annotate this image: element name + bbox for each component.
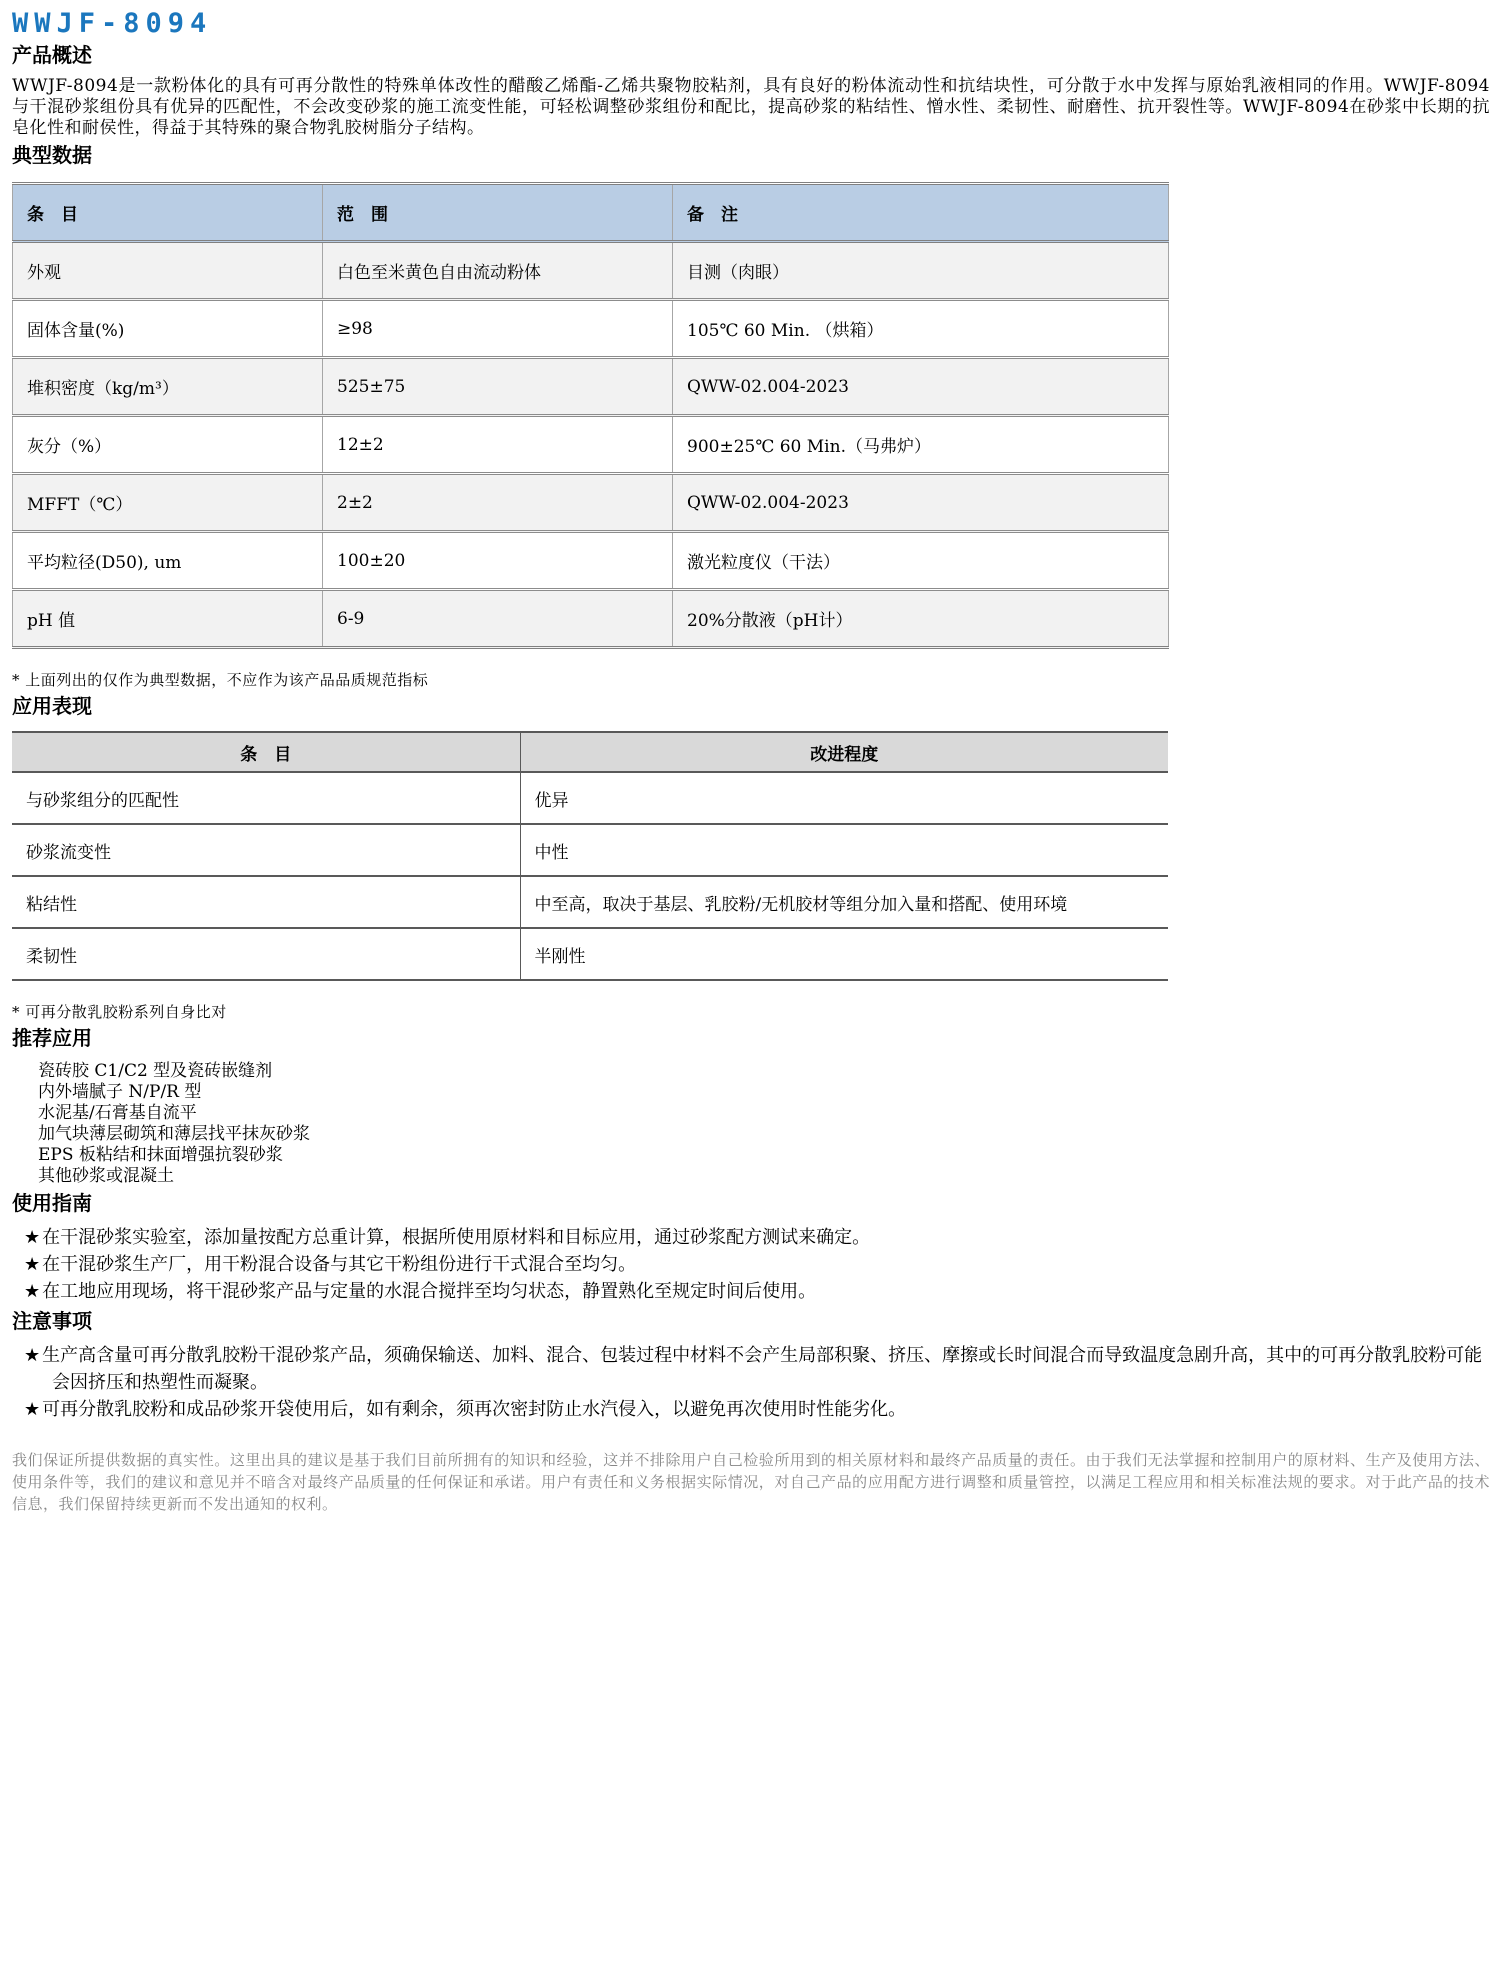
typical-data-row xyxy=(13,532,1169,590)
recommended-list xyxy=(12,1061,1490,1187)
typical-data-cell-range: 6-9 xyxy=(323,590,673,648)
typical-data-cell-range: ≥98 xyxy=(323,300,673,358)
application-row xyxy=(12,772,1168,824)
typical-data-cell-remark: QWW-02.004-2023 xyxy=(673,358,1169,416)
application-footnote: * 可再分散乳胶粉系列自身比对 xyxy=(12,1003,227,1021)
typical-data-cell-item: MFFT（℃） xyxy=(13,474,323,532)
application-cell-improvement: 优异 xyxy=(520,772,1168,824)
application-row xyxy=(12,876,1168,928)
application-row xyxy=(12,824,1168,876)
typical-data-cell-remark: 激光粒度仪（干法） xyxy=(673,532,1169,590)
typical-data-cell-range: 100±20 xyxy=(323,532,673,590)
typical-data-table xyxy=(12,182,1169,649)
section-heading-precautions: 注意事项 xyxy=(12,1309,92,1333)
usage-bullet xyxy=(12,1224,1490,1251)
usage-bullet-text: 在干混砂浆实验室，添加量按配方总重计算，根据所使用原材料和目标应用，通过砂浆配方测试来确定。 xyxy=(42,1227,871,1248)
typical-data-cell-item: 平均粒径(D50), um xyxy=(13,532,323,590)
overview-paragraph: WWJF-8094是一款粉体化的具有可再分散性的特殊单体改性的醋酸乙烯酯-乙烯共聚物胶粘剂，具有良好的粉体流动性和抗结块性，可分散于水中发挥与原始乳液相同的作用。WWJF-8094与干混砂浆组份具有优异的匹配性，不会改变砂浆的施工流变性能，可轻松调整砂浆组份和配比，提高砂浆的粘结性、憎水性、柔韧性、耐磨性、抗开裂性等。WWJF-8094在砂浆中长期的抗皂化性和耐侯性，得益于其特殊的聚合物乳胶树脂分子结构。 xyxy=(12,76,1490,138)
typical-data-footnote: * 上面列出的仅作为典型数据，不应作为该产品品质规范指标 xyxy=(12,671,429,689)
application-cell-item: 砂浆流变性 xyxy=(12,824,520,876)
typical-data-row xyxy=(13,300,1169,358)
disclaimer-text: 我们保证所提供数据的真实性。这里出具的建议是基于我们目前所拥有的知识和经验，这并不排除用户自己检验所用到的相关原材料和最终产品质量的责任。由于我们无法掌握和控制用户的原材料、生产及使用方法、使用条件等，我们的建议和意见并不暗含对最终产品质量的任何保证和承诺。用户有责任和义务根据实际情况，对自己产品的应用配方进行调整和质量管控，以满足工程应用和相关标准法规的要求。对于此产品的技术信息，我们保留持续更新而不发出通知的权利。 xyxy=(12,1451,1490,1513)
precaution-bullet-text: 可再分散乳胶粉和成品砂浆开袋使用后，如有剩余，须再次密封防止水汽侵入，以避免再次使用时性能劣化。 xyxy=(42,1399,907,1420)
typical-data-cell-remark: 105℃ 60 Min. （烘箱） xyxy=(673,300,1169,358)
typical-data-row xyxy=(13,416,1169,474)
recommended-list-item: 水泥基/石膏基自流平 xyxy=(38,1103,197,1123)
star-bullet-icon: ★ xyxy=(24,1345,41,1366)
typical-data-cell-item: 灰分（%） xyxy=(13,416,323,474)
application-cell-improvement: 中至高，取决于基层、乳胶粉/无机胶材等组分加入量和搭配、使用环境 xyxy=(520,876,1168,928)
recommended-list-item: 内外墙腻子 N/P/R 型 xyxy=(38,1082,202,1102)
typical-data-cell-item: 堆积密度（kg/m³） xyxy=(13,358,323,416)
star-bullet-icon: ★ xyxy=(24,1254,41,1275)
section-heading-typical-data: 典型数据 xyxy=(12,143,92,167)
recommended-list-item: 加气块薄层砌筑和薄层找平抹灰砂浆 xyxy=(38,1124,310,1144)
typical-data-cell-range: 2±2 xyxy=(323,474,673,532)
recommended-list-item: EPS 板粘结和抹面增强抗裂砂浆 xyxy=(38,1145,283,1165)
typical-data-cell-remark: QWW-02.004-2023 xyxy=(673,474,1169,532)
application-cell-item: 柔韧性 xyxy=(26,946,77,967)
typical-data-cell-item: 外观 xyxy=(13,242,323,300)
application-header-cell: 改进程度 xyxy=(520,732,1168,772)
application-table xyxy=(12,731,1168,981)
typical-data-cell-range: 白色至米黄色自由流动粉体 xyxy=(323,242,673,300)
application-cell-item: 与砂浆组分的匹配性 xyxy=(12,772,520,824)
usage-bullet-text: 在工地应用现场，将干混砂浆产品与定量的水混合搅拌至均匀状态，静置熟化至规定时间后使用。 xyxy=(42,1281,817,1302)
typical-data-row xyxy=(13,590,1169,648)
typical-data-cell-remark: 目测（肉眼） xyxy=(673,242,1169,300)
typical-data-header-cell: 范 围 xyxy=(323,184,673,242)
application-cell-item: 粘结性 xyxy=(12,876,520,928)
precaution-bullet xyxy=(12,1342,1490,1396)
application-row xyxy=(12,928,1168,980)
section-heading-usage: 使用指南 xyxy=(12,1191,92,1215)
typical-data-header-row xyxy=(13,184,1169,242)
typical-data-header-cell: 备 注 xyxy=(673,184,1169,242)
typical-data-cell-remark: 20%分散液（pH计） xyxy=(673,590,1169,648)
precaution-bullet xyxy=(12,1396,1490,1423)
recommended-list-item: 其他砂浆或混凝土 xyxy=(38,1166,174,1186)
section-heading-overview: 产品概述 xyxy=(12,43,92,67)
typical-data-row xyxy=(13,474,1169,532)
typical-data-row xyxy=(13,358,1169,416)
section-heading-recommended: 推荐应用 xyxy=(12,1026,92,1050)
precaution-bullet-text: 生产高含量可再分散乳胶粉干混砂浆产品，须确保输送、加料、混合、包装过程中材料不会产生局部积聚、挤压、摩擦或长时间混合而导致温度急剧升高，其中的可再分散乳胶粉可能会因挤压和热塑性而凝聚。 xyxy=(42,1345,1483,1393)
typical-data-row xyxy=(13,242,1169,300)
typical-data-cell-range: 525±75 xyxy=(323,358,673,416)
page-title: WWJF-8094 xyxy=(12,8,213,39)
star-bullet-icon: ★ xyxy=(24,1281,41,1302)
typical-data-header-cell: 条 目 xyxy=(13,184,323,242)
typical-data-cell-range: 12±2 xyxy=(323,416,673,474)
star-bullet-icon: ★ xyxy=(24,1399,41,1420)
usage-bullet xyxy=(12,1251,1490,1278)
typical-data-cell-item: 固体含量(%) xyxy=(13,300,323,358)
precautions-bullet-list xyxy=(12,1342,1490,1423)
application-cell-improvement: 中性 xyxy=(520,824,1168,876)
typical-data-cell-item: pH 值 xyxy=(27,611,76,631)
application-cell-improvement: 半刚性 xyxy=(520,928,1168,980)
usage-bullet xyxy=(12,1278,1490,1305)
usage-bullet-text: 在干混砂浆生产厂，用干粉混合设备与其它干粉组份进行干式混合至均匀。 xyxy=(42,1254,637,1275)
usage-bullet-list xyxy=(12,1224,1490,1305)
recommended-list-item: 瓷砖胶 C1/C2 型及瓷砖嵌缝剂 xyxy=(38,1061,273,1081)
section-heading-application: 应用表现 xyxy=(12,694,92,718)
application-header-cell: 条 目 xyxy=(12,732,520,772)
star-bullet-icon: ★ xyxy=(24,1227,41,1248)
typical-data-cell-remark: 900±25℃ 60 Min.（马弗炉） xyxy=(673,416,1169,474)
application-header-row xyxy=(12,732,1168,772)
